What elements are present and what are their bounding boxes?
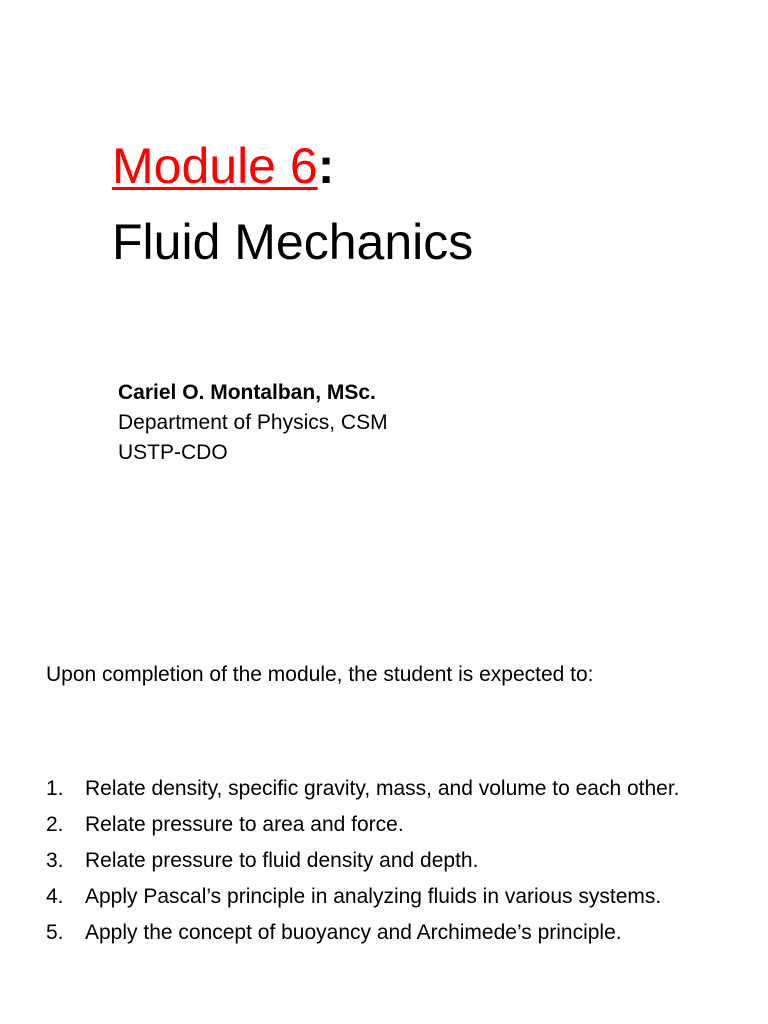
objective-text: Relate pressure to fluid density and depth. [85,849,479,872]
objective-item [46,846,722,876]
author-name: Cariel O. Montalban, MSc. [118,381,376,404]
objective-item [46,774,722,804]
objective-number: 4. [46,885,64,908]
page-title: Fluid Mechanics [112,214,474,270]
author-block [118,378,618,468]
objective-number: 5. [46,921,64,944]
title-colon: : [317,138,335,194]
title-block [112,128,712,280]
author-department: Department of Physics, CSM [118,411,388,434]
objective-item [46,882,722,912]
objectives-list [46,774,722,954]
objective-number: 3. [46,849,64,872]
objective-number: 2. [46,813,64,836]
objective-text: Apply Pascal’s principle in analyzing fluids in various systems. [85,885,662,908]
objective-text: Relate density, specific gravity, mass, and volume to each other. [85,777,680,800]
objective-number: 1. [46,777,64,800]
objective-item [46,918,722,948]
objective-text: Relate pressure to area and force. [85,813,404,836]
author-institution: USTP-CDO [118,441,228,464]
objective-item [46,810,722,840]
title-line-module [112,128,712,204]
module-label: Module 6 [112,138,318,194]
objectives-intro: Upon completion of the module, the student is expected to: [46,663,594,686]
objective-text: Apply the concept of buoyancy and Archimede’s principle. [85,921,622,944]
